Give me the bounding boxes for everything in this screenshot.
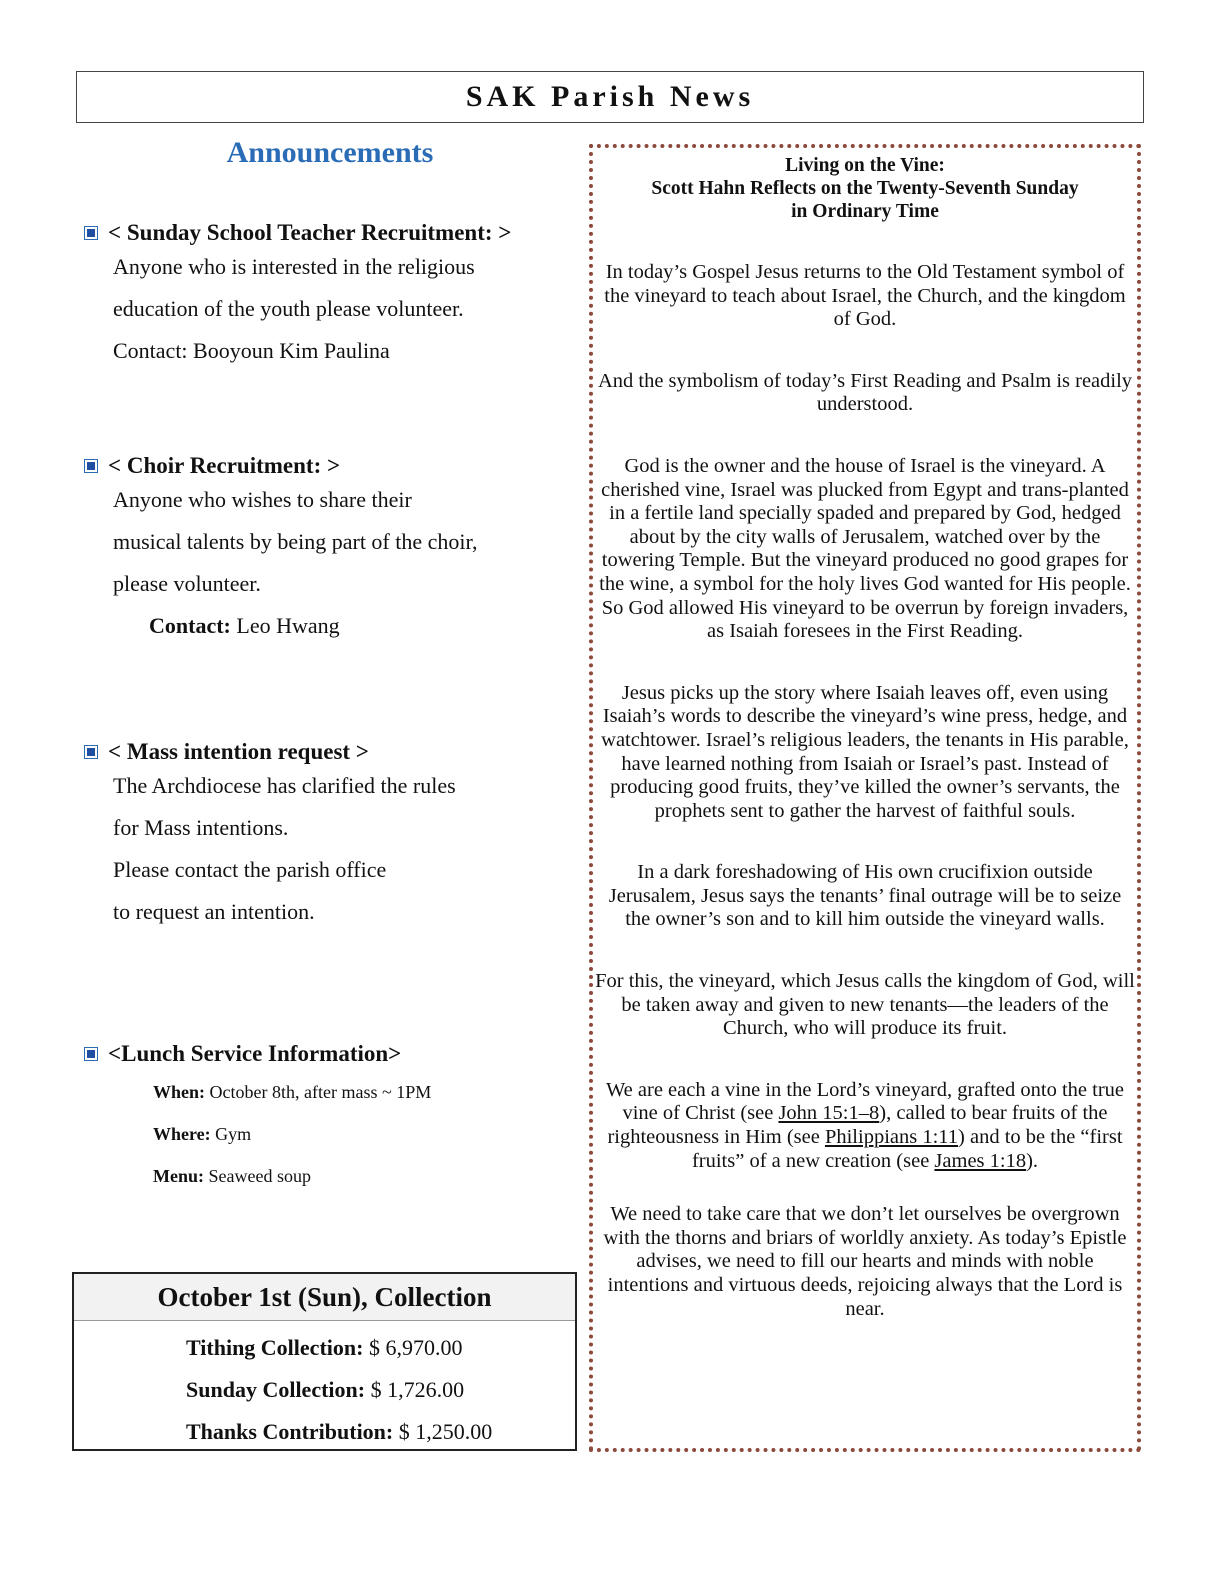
announcement-body [153, 1071, 574, 1197]
reflection-body [593, 223, 1137, 1321]
menu-value: Seaweed soup [204, 1166, 311, 1186]
collection-value: $ 1,726.00 [365, 1377, 465, 1402]
announcement-contact: Contact: Booyoun Kim Paulina [113, 338, 390, 363]
announcement-heading [84, 453, 574, 479]
reflection-paragraph [595, 1079, 1135, 1173]
collection-label: Thanks Contribution: [186, 1419, 394, 1444]
where-value: Gym [210, 1124, 252, 1144]
collection-title: October 1st (Sun), Collection [74, 1274, 575, 1321]
reflection-paragraph: Jesus picks up the story where Isaiah leaves off, even using Isaiah’s words to describe the vineyard’s wine press, hedge, and watchtower. Israel’s religious leaders, the tenants in His parable, have learned nothing from Isaiah or Israel’s past. Instead of producing good fruits, they’ve killed the owner’s servants, the prophets sent to gather the harvest of faithful souls. [601, 681, 1129, 822]
reflection-title-line: Scott Hahn Reflects on the Twenty-Seventh Sunday [651, 178, 1079, 199]
announcement-heading [84, 1041, 574, 1067]
announcement-line: The Archdiocese has clarified the rules [113, 773, 456, 798]
announcement-lunch-service [84, 1041, 574, 1197]
announcement-mass-intention [84, 739, 574, 933]
scripture-link-james[interactable]: James 1:18 [934, 1149, 1027, 1172]
reflection-paragraph: For this, the vineyard, which Jesus calls the kingdom of God, will be taken away and given to new tenants—the leaders of the Church, who will produce its fruit. [595, 970, 1135, 1040]
announcement-line: Anyone who is interested in the religious [113, 254, 475, 279]
collection-value: $ 1,250.00 [393, 1419, 493, 1444]
announcement-line: to request an intention. [113, 899, 315, 924]
announcements-heading: Announcements [226, 136, 434, 169]
announcement-line: education of the youth please volunteer. [113, 296, 464, 321]
reflection-paragraph: We need to take care that we don’t let ourselves be overgrown with the thorns and briars of worldly anxiety. As today’s Epistle advises, we need to fill our hearts and minds with noble intentions and virtuous deeds, rejoicing always that the Lord is near. [603, 1203, 1127, 1320]
contact-label: Contact: [149, 613, 231, 638]
collection-label: Tithing Collection: [186, 1335, 364, 1360]
announcement-heading-text: <Lunch Service Information> [108, 1041, 402, 1066]
square-bullet-icon [84, 745, 98, 759]
announcement-heading [84, 739, 574, 765]
announcement-line: musical talents by being part of the choir, [113, 529, 478, 554]
newsletter-title: SAK Parish News [76, 71, 1144, 123]
announcement-sunday-school [84, 220, 574, 372]
announcement-line: for Mass intentions. [113, 815, 289, 840]
announcement-line: Anyone who wishes to share their [113, 487, 412, 512]
lunch-when [153, 1071, 574, 1113]
announcement-contact [149, 605, 574, 647]
when-label: When: [153, 1082, 206, 1102]
square-bullet-icon [84, 226, 98, 240]
reflection-text: ) and to be the “first fruits” of a new creation (see [691, 1126, 1123, 1172]
collection-row-tithing [186, 1327, 575, 1369]
announcement-heading-text: < Sunday School Teacher Recruitment: > [108, 220, 512, 245]
announcement-heading-text: < Mass intention request > [108, 739, 369, 764]
reflection-title [593, 154, 1137, 223]
reflection-paragraph: God is the owner and the house of Israel is the vineyard. A cherished vine, Israel was plucked from Egypt and trans-planted in a fertile land specially spaded and prepared by God, hedged about by the city walls of Jerusalem, watched over by the towering Temple. But the vineyard produced no good grapes for the wine, a symbol for the holy lives God wanted for His people. So God allowed His vineyard to be overrun by foreign invaders, as Isaiah foresees in the First Reading. [599, 454, 1131, 643]
contact-value: Leo Hwang [230, 613, 340, 638]
reflection-paragraph: In a dark foreshadowing of His own crucifixion outside Jerusalem, Jesus says the tenants’ final outrage will be to seize the owner’s son and to kill him outside the vineyard walls. [608, 861, 1122, 931]
reflection-title-line: in Ordinary Time [791, 201, 939, 222]
reflection-box [589, 144, 1141, 1452]
menu-label: Menu: [153, 1166, 204, 1186]
reflection-title-line: Living on the Vine: [785, 155, 945, 176]
square-bullet-icon [84, 1047, 98, 1061]
collection-row-sunday [186, 1369, 575, 1411]
reflection-text: ). [1026, 1149, 1039, 1172]
collection-box [72, 1272, 577, 1451]
announcement-line: Please contact the parish office [113, 857, 387, 882]
when-value: October 8th, after mass ~ 1PM [205, 1082, 432, 1102]
reflection-paragraph: And the symbolism of today’s First Reading and Psalm is readily understood. [597, 369, 1133, 416]
announcement-choir [84, 453, 574, 647]
announcement-heading [84, 220, 574, 246]
collection-row-thanks [186, 1411, 575, 1453]
announcement-heading-text: < Choir Recruitment: > [108, 453, 341, 478]
announcement-body [113, 479, 574, 647]
announcement-line: please volunteer. [113, 571, 261, 596]
where-label: Where: [153, 1124, 211, 1144]
scripture-link-philippians[interactable]: Philippians 1:11 [824, 1126, 959, 1149]
lunch-menu [153, 1155, 574, 1197]
square-bullet-icon [84, 459, 98, 473]
announcement-body [113, 765, 574, 933]
collection-value: $ 6,970.00 [363, 1335, 463, 1360]
reflection-text: ), called to bear fruits of the righteousness in Him (see [607, 1102, 1108, 1149]
collection-rows [74, 1321, 575, 1453]
collection-label: Sunday Collection: [186, 1377, 366, 1402]
announcement-body [113, 246, 574, 372]
lunch-where [153, 1113, 574, 1155]
reflection-text: We are each a vine in the Lord’s vineyard, grafted onto the true vine of Christ (see [605, 1078, 1125, 1125]
scripture-link-john[interactable]: John 15:1–8 [778, 1102, 880, 1125]
reflection-paragraph: In today’s Gospel Jesus returns to the Old Testament symbol of the vineyard to teach about Israel, the Church, and the kingdom of God. [604, 261, 1126, 331]
